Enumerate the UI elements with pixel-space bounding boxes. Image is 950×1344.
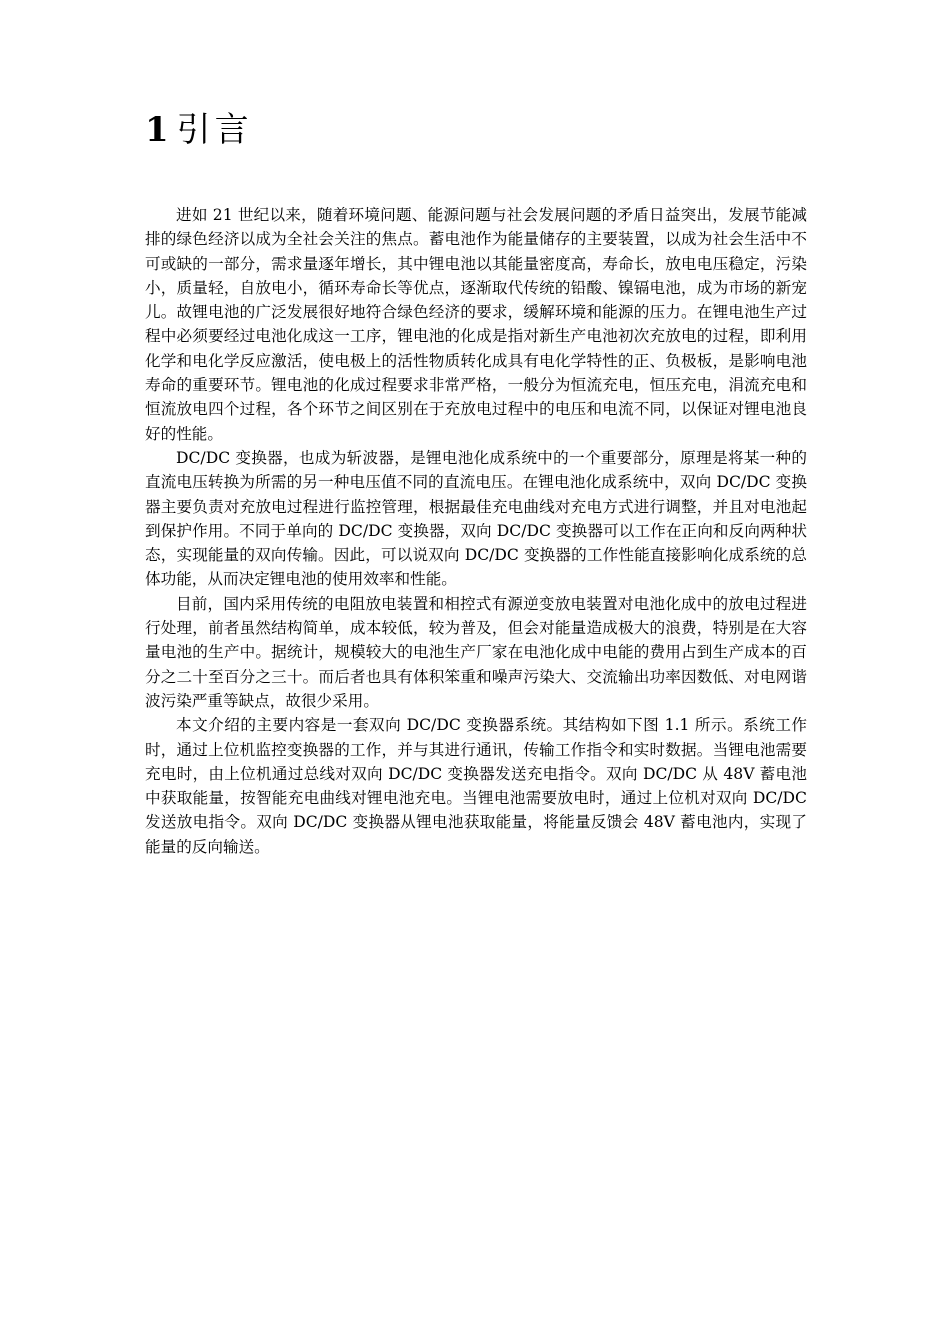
paragraph-dcdc-converter: DC/DC 变换器，也成为斩波器，是锂电池化成系统中的一个重要部分，原理是将某一种的直流电压转换为所需的另一种电压值不同的直流电压。在锂电池化成系统中，双向 DC/DC 变换器主要负责对充放电过程进行监控管理，根据最佳充电曲线对充电方式进行调整，并且对电池起到保护作用。不同于单向的 DC/DC 变换器，双向 DC/DC 变换器可以工作在正向和反向两种状态，实现能量的双向传输。因此，可以说双向 DC/DC 变换器的工作性能直接影响化成系统的总体功能，从而决定锂电池的使用效率和性能。	[145, 448, 807, 589]
section-title: 引言	[176, 110, 253, 150]
section-number: 1	[145, 110, 169, 150]
paragraph-system-overview: 本文介绍的主要内容是一套双向 DC/DC 变换器系统。其结构如下图 1.1 所示。系统工作时，通过上位机监控变换器的工作，并与其进行通讯，传输工作指令和实时数据。当锂电池需要充电时，由上位机通过总线对双向 DC/DC 变换器发送充电指令。双向 DC/DC 从 48V 蓄电池中获取能量，按智能充电曲线对锂电池充电。当锂电池需要放电时，通过上位机对双向 DC/DC 发送放电指令。双向 DC/DC 变换器从锂电池获取能量，将能量反馈会 48V 蓄电池内，实现了能量的反向输送。	[145, 716, 807, 856]
paragraph-intro: 进如 21 世纪以来，随着环境问题、能源问题与社会发展问题的矛盾日益突出，发展节能减排的绿色经济以成为全社会关注的焦点。蓄电池作为能量储存的主要装置，以成为社会生活中不可或缺的一部分，需求量逐年增长，其中锂电池以其能量密度高，寿命长，放电电压稳定，污染小，质量轻，自放电小，循环寿命长等优点，逐渐取代传统的铅酸、镍镉电池，成为市场的新宠儿。故锂电池的广泛发展很好地符合绿色经济的要求，缓解环境和能源的压力。在锂电池生产过程中必须要经过电池化成这一工序，锂电池的化成是指对新生产电池初次充放电的过程，即利用化学和电化学反应激活，使电极上的活性物质转化成具有电化学特性的正、负极板，是影响电池寿命的重要环节。锂电池的化成过程要求非常严格，一般分为恒流充电，恒压充电，涓流充电和恒流放电四个过程，各个环节之间区别在于充放电过程中的电压和电流不同，以保证对锂电池良好的性能。	[145, 206, 807, 443]
paragraph-current-methods: 目前，国内采用传统的电阻放电装置和相控式有源逆变放电装置对电池化成中的放电过程进行处理，前者虽然结构简单，成本较低，较为普及，但会对能量造成极大的浪费，特别是在大容量电池的生产中。据统计，规模较大的电池生产厂家在电池化成中电能的费用占到生产成本的百分之二十至百分之三十。而后者也具有体积笨重和噪声污染大、交流输出功率因数低、对电网谐波污染严重等缺点，故很少采用。	[145, 594, 807, 710]
section-heading	[145, 108, 253, 152]
body-text	[145, 203, 807, 859]
